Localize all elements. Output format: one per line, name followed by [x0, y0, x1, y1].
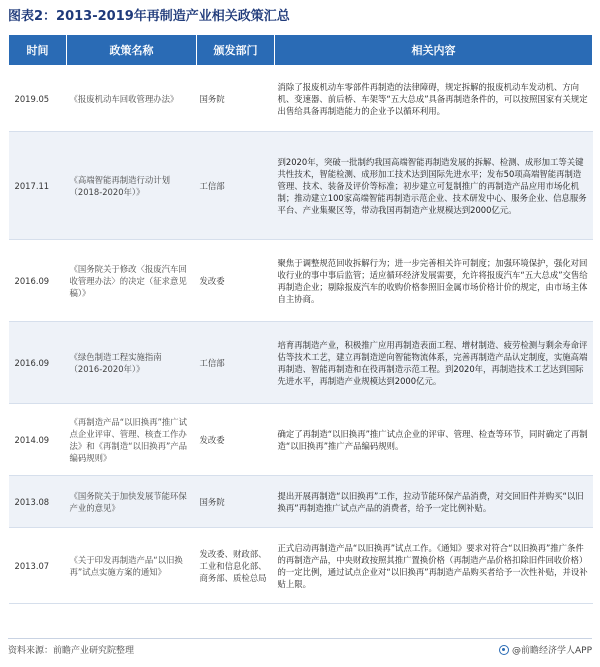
cell-policy-name: 《报废机动车回收管理办法》	[67, 66, 197, 132]
cell-content: 培育再制造产业，积极推广应用再制造表面工程、增材制造、疲劳检测与剩余寿命评估等技术工艺，建立再制造逆向智能物流体系，完善再制造产品认定制度，实施高端再制造、智能再制造和在役再制造示范工程。到2020年，再制造技术工艺达到国际先进水平，再制造产业规模达到2000亿元。	[275, 322, 593, 404]
policy-table	[8, 34, 593, 604]
cell-content: 确定了再制造“以旧换再”推广试点企业的评审、管理、检查等环节，同时确定了再制造“以旧换再”推广产品编码规则。	[275, 404, 593, 476]
column-header-name: 政策名称	[67, 35, 197, 66]
column-header-content: 相关内容	[275, 35, 593, 66]
cell-department: 国务院	[197, 66, 275, 132]
cell-time: 2013.08	[9, 476, 67, 528]
cell-time: 2019.05	[9, 66, 67, 132]
cell-policy-name: 《再制造产品“以旧换再”推广试点企业评审、管理、核查工作办法》和《再制造“以旧换再”产品编码规则》	[67, 404, 197, 476]
cell-department: 发改委	[197, 404, 275, 476]
cell-department: 发改委、财政部、工业和信息化部、商务部、质检总局	[197, 528, 275, 604]
cell-department: 工信部	[197, 132, 275, 240]
cell-department: 国务院	[197, 476, 275, 528]
cell-department: 工信部	[197, 322, 275, 404]
cell-content: 消除了报废机动车零部件再制造的法律障碍，规定拆解的报废机动车发动机、方向机、变速器、前后桥、车架等“五大总成”具备再制造条件的，可以按照国家有关规定出售给具备再制造能力的企业予以循环利用。	[275, 66, 593, 132]
cell-time: 2017.11	[9, 132, 67, 240]
table-row	[9, 404, 593, 476]
footer	[8, 641, 592, 661]
brand-logo-icon	[499, 645, 509, 655]
cell-content: 聚焦于调整规范回收拆解行为；进一步完善相关许可制度；加强环境保护，强化对回收行业的事中事后监管；适应循环经济发展需要，允许将报废汽车“五大总成”交售给再制造企业；剔除报废汽车的收购价格参照旧金属市场价格计价的规定，由市场主体自主协商。	[275, 240, 593, 322]
cell-content: 正式启动再制造产品“以旧换再”试点工作。《通知》要求对符合“以旧换再”推广条件的再制造产品，中央财政按照其推广置换价格（再制造产品价格扣除旧件回收价格）的一定比例，通过试点企业对“以旧换再”再制造产品购买者给予一次性补贴，并设补贴上限。	[275, 528, 593, 604]
cell-policy-name: 《高端智能再制造行动计划（2018-2020年）》	[67, 132, 197, 240]
cell-policy-name: 《国务院关于修改〈报废汽车回收管理办法〉的决定（征求意见稿）》	[67, 240, 197, 322]
brand-label: @前瞻经济学人APP	[511, 646, 592, 656]
cell-policy-name: 《绿色制造工程实施指南（2016-2020年）》	[67, 322, 197, 404]
table-row	[9, 240, 593, 322]
cell-policy-name: 《关于印发再制造产品“以旧换再”试点实施方案的通知》	[67, 528, 197, 604]
table-row	[9, 322, 593, 404]
table-row	[9, 528, 593, 604]
cell-time: 2013.07	[9, 528, 67, 604]
cell-content: 到2020年，突破一批制约我国高端智能再制造发展的拆解、检测、成形加工等关键共性技术，智能检测、成形加工技术达到国际先进水平；发布50项高端智能再制造管理、技术、装备及评价等标准；初步建立可复制推广的再制造产品应用市场化机制；推动建立100家高端智能再制造示范企业、技术研发中心、服务企业、信息服务平台、产业集聚区等，带动我国再制造产业规模达到2000亿元。	[275, 132, 593, 240]
cell-time: 2016.09	[9, 240, 67, 322]
brand-credit	[499, 643, 592, 656]
table-row	[9, 66, 593, 132]
footer-divider	[8, 638, 592, 639]
cell-time: 2016.09	[9, 322, 67, 404]
page-title: 图表2：2013-2019年再制造产业相关政策汇总	[8, 9, 290, 24]
cell-time: 2014.09	[9, 404, 67, 476]
column-header-time: 时间	[9, 35, 67, 66]
cell-content: 提出开展再制造“以旧换再”工作，拉动节能环保产品消费，对交回旧件并购买“以旧换再”再制造推广试点产品的消费者，给予一定比例补贴。	[275, 476, 593, 528]
table-row	[9, 476, 593, 528]
table-row	[9, 132, 593, 240]
cell-department: 发改委	[197, 240, 275, 322]
cell-policy-name: 《国务院关于加快发展节能环保产业的意见》	[67, 476, 197, 528]
source-note: 资料来源：前瞻产业研究院整理	[8, 646, 135, 656]
table-header-row	[9, 35, 593, 66]
column-header-dept: 颁发部门	[197, 35, 275, 66]
